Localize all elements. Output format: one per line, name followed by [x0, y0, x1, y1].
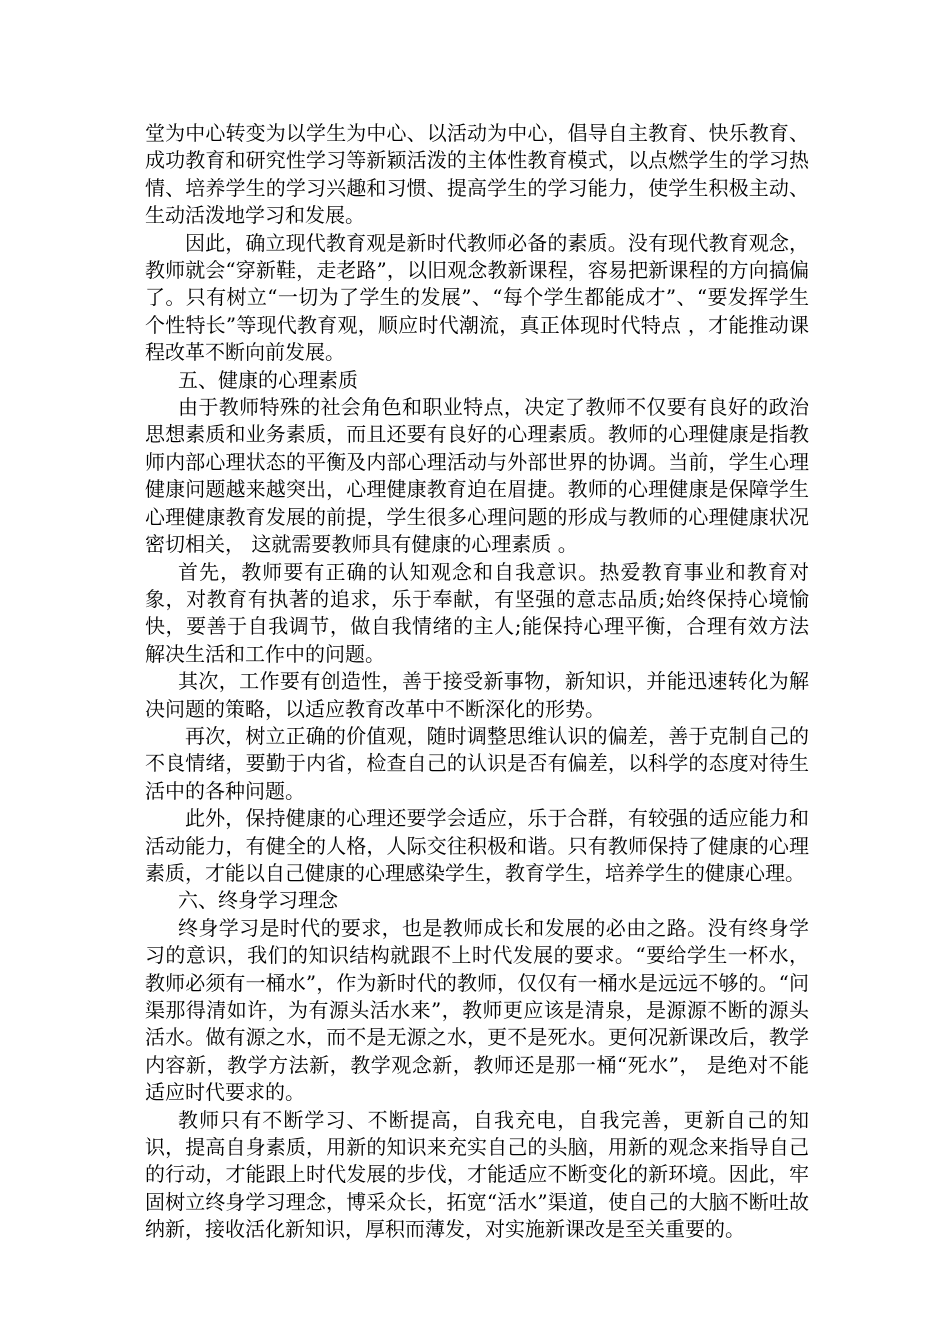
paragraph-mental-health-intro: 由于教师特殊的社会角色和职业特点，决定了教师不仅要有良好的政治思想素质和业务素质，而且还要有良好的心理素质。教师的心理健康是指教师内部心理状态的平衡及内部心理活动与外部世界的协调。当前，学生心理健康问题越来越突出，心理健康教育迫在眉捷。教师的心理健康是保障学生心理健康教育发展的前提，学生很多心理问题的形成与教师的心理健康状况密切相关， 这就需要教师具有健康的心理素质 。 [145, 395, 809, 557]
paragraph-second: 其次，工作要有创造性，善于接受新事物，新知识，并能迅速转化为解决问题的策略，以适应教育改革中不断深化的形势。 [145, 669, 809, 721]
paragraph-continuation: 堂为中心转变为以学生为中心、以活动为中心，倡导自主教育、快乐教育、成功教育和研究性学习等新颖活泼的主体性教育模式，以点燃学生的学习热情、培养学生的学习兴趣和习惯、提高学生的学习能力，使学生积极主动、生动活泼地学习和发展。 [145, 121, 809, 228]
paragraph-first: 首先，教师要有正确的认知观念和自我意识。热爱教育事业和教育对象，对教育有执著的追求，乐于奉献，有坚强的意志品质;始终保持心境愉快，要善于自我调节，做自我情绪的主人;能保持心理平衡，合理有效方法解决生活和工作中的问题。 [145, 559, 809, 666]
paragraph-third: 再次，树立正确的价值观，随时调整思维认识的偏差，善于克制自己的不良情绪，要勤于内省，检查自己的认识是否有偏差，以科学的态度对待生活中的各种问题。 [145, 723, 809, 803]
paragraph-moreover: 此外，保持健康的心理还要学会适应，乐于合群，有较强的适应能力和活动能力，有健全的人格，人际交往积极和谐。只有教师保持了健康的心理素质，才能以自己健康的心理感染学生，教育学生，培养学生的健康心理。 [145, 806, 809, 885]
section-heading-5: 五、健康的心理素质 [178, 367, 358, 392]
section-heading-6: 六、终身学习理念 [178, 888, 338, 913]
paragraph-continuous-learning: 教师只有不断学习、不断提高，自我充电，自我完善，更新自己的知识，提高自身素质，用新的知识来充实自己的头脑，用新的观念来指导自己的行动，才能跟上时代发展的步伐，才能适应不断变化的新环境。因此，牢固树立终身学习理念，博采众长，拓宽“活水”渠道，使自己的大脑不断吐故纳新，接收活化新知识，厚积而薄发，对实施新课改是至关重要的。 [145, 1107, 809, 1242]
paragraph-modern-education-view: 因此，确立现代教育观是新时代教师必备的素质。没有现代教育观念，教师就会“穿新鞋，走老路”，以旧观念教新课程，容易把新课程的方向搞偏了。只有树立“一切为了学生的发展”、“每个学生都能成才”、“要发挥学生个性特长”等现代教育观，顺应时代潮流，真正体现时代特点 ，才能推动课程改革不断向前发展。 [145, 230, 809, 365]
paragraph-lifelong-learning: 终身学习是时代的要求，也是教师成长和发展的必由之路。没有终身学习的意识，我们的知识结构就跟不上时代发展的要求。“要给学生一杯水，教师必须有一桶水”，作为新时代的教师，仅仅有一桶水是远远不够的。“问渠那得清如许，为有源头活水来”，教师更应该是清泉，是源源不断的源头活水。做有源之水，而不是无源之水，更不是死水。更何况新课改后，教学内容新，教学方法新，教学观念新，教师还是那一桶“死水”， 是绝对不能适应时代要求的。 [145, 915, 809, 1105]
document-body [145, 120, 809, 1244]
